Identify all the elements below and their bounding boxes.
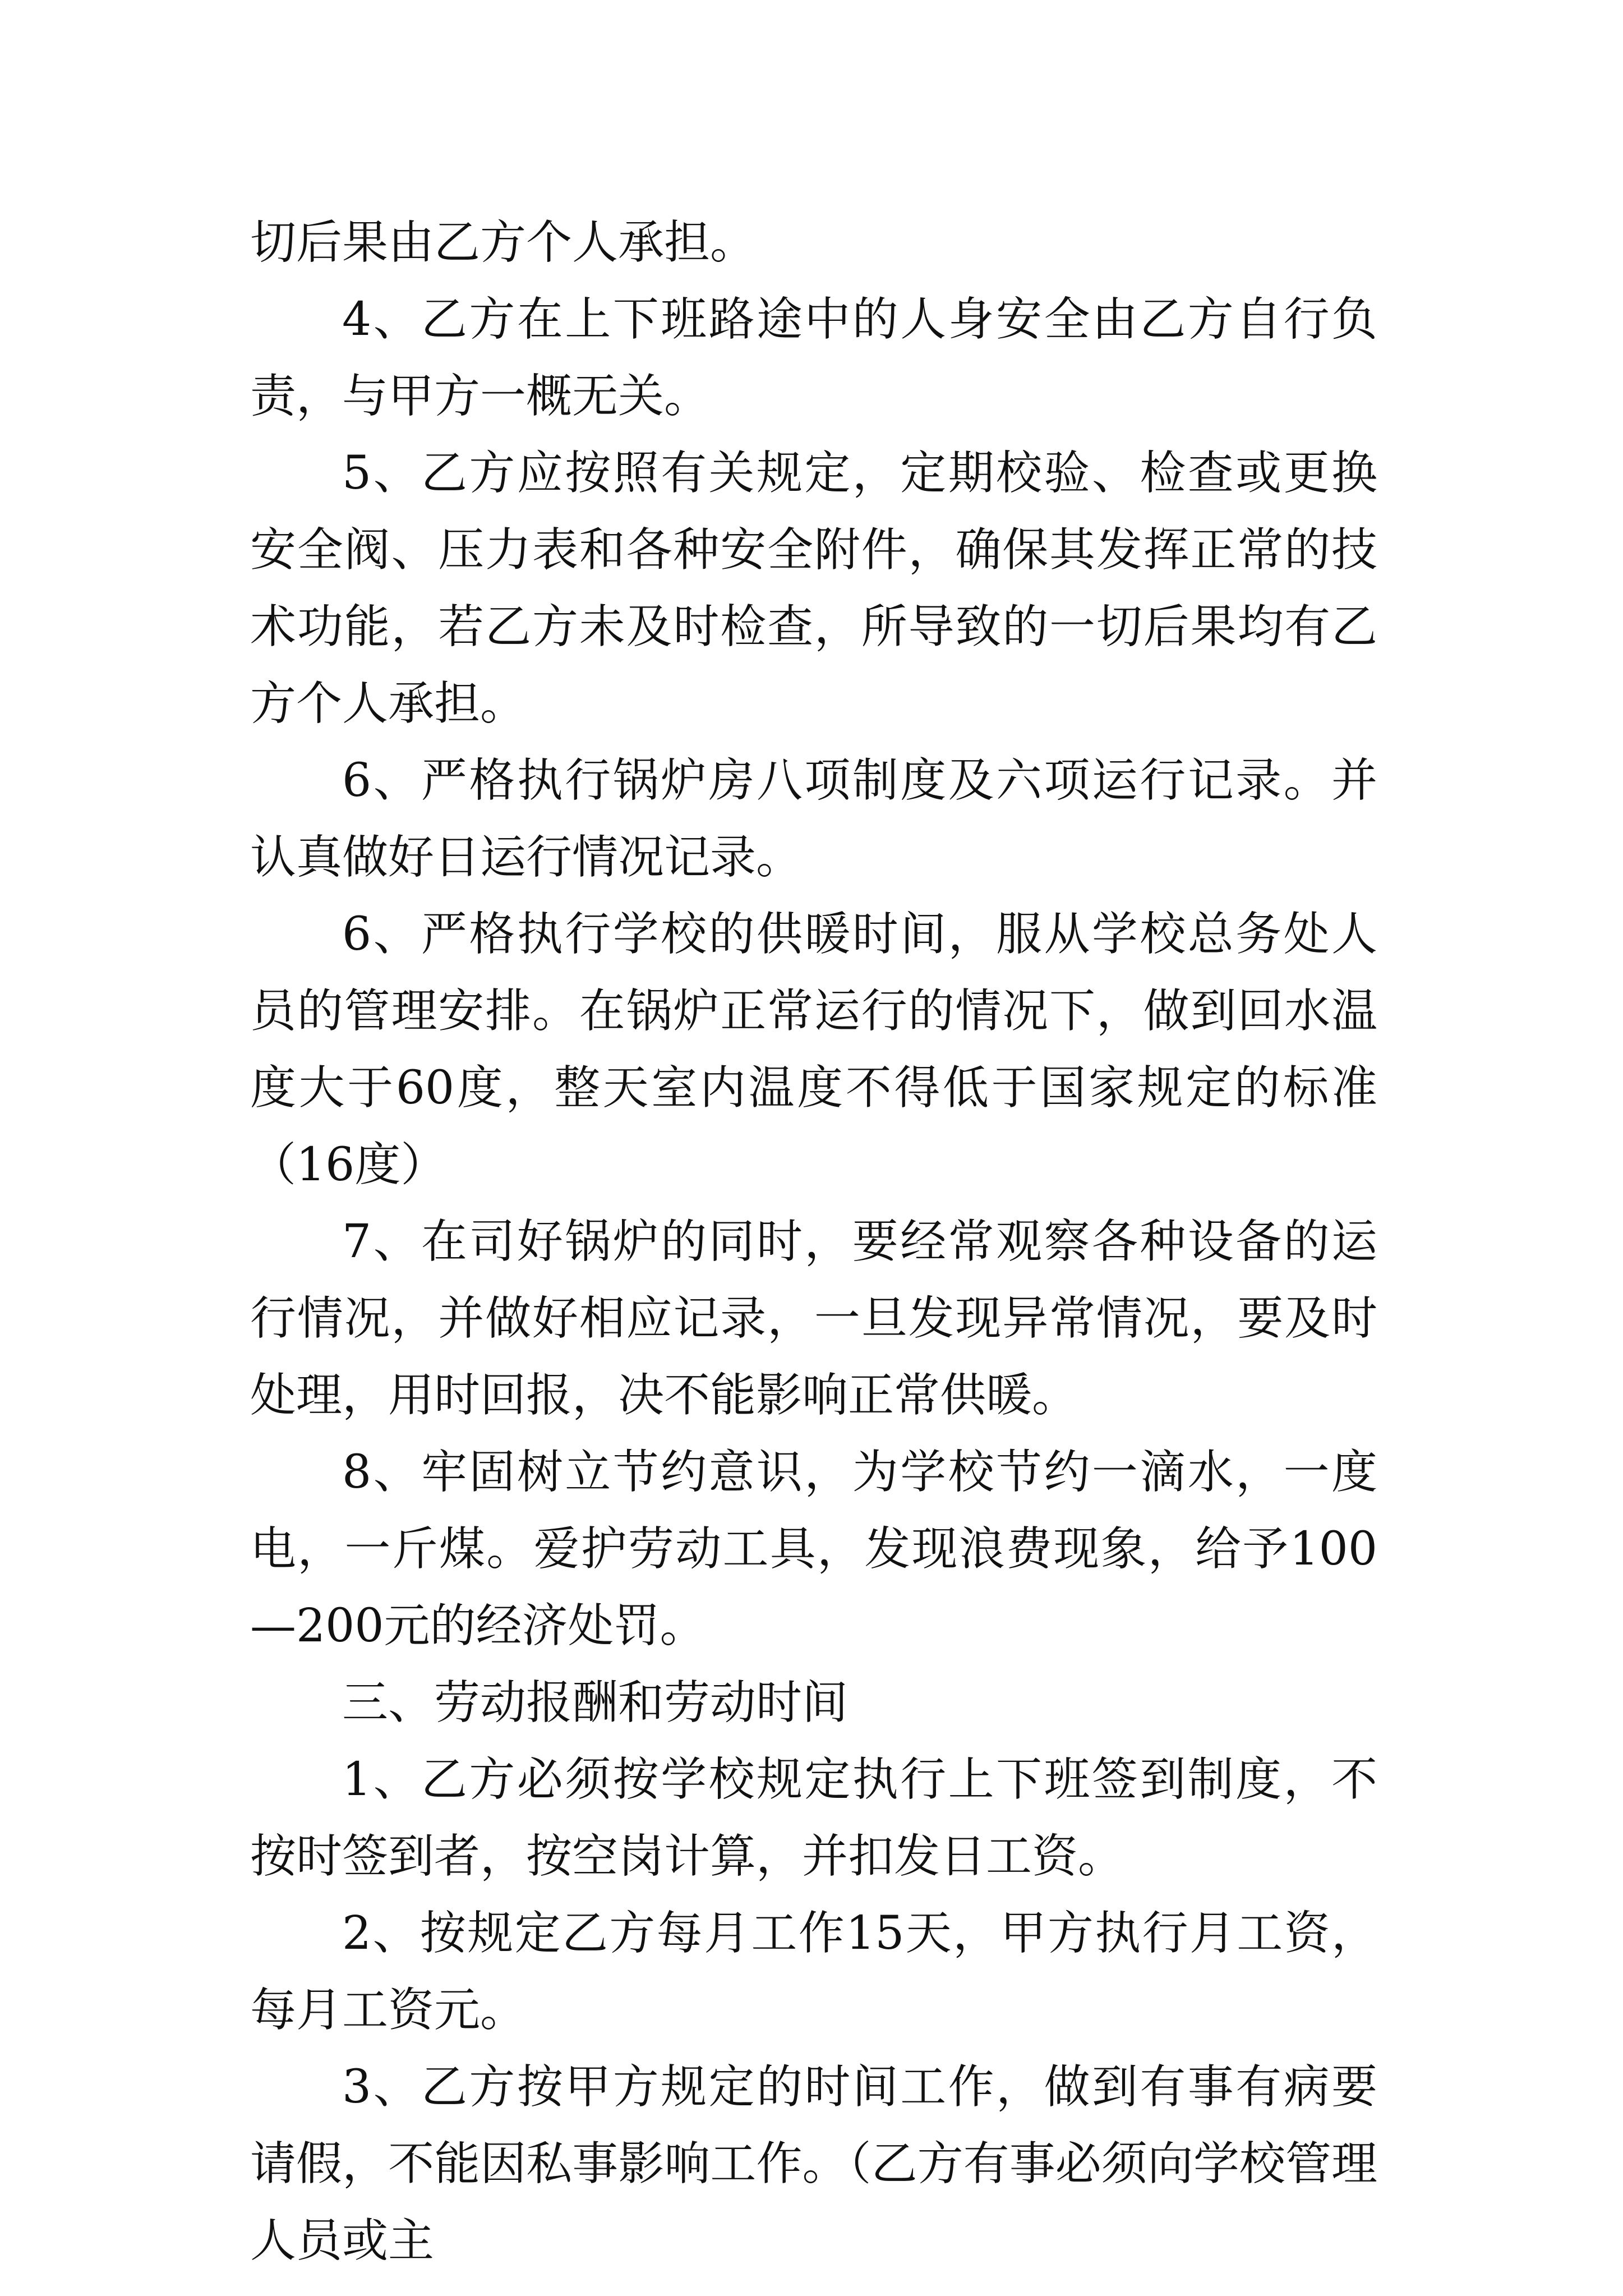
paragraph-item-3-leave: 3、乙方按甲方规定的时间工作，做到有事有病要请假，不能因私事影响工作。（乙方有事必须向学校管理人员或主 [250,2060,1377,2267]
paragraph-item-8-conservation: 8、牢固树立节约意识，为学校节约一滴水，一度电，一斤煤。爱护劳动工具，发现浪费现象，给予100—200元的经济处罚。 [250,1446,1377,1653]
paragraph-item-4-commute-safety: 4、乙方在上下班路途中的人身安全由乙方自行负责，与甲方一概无关。 [250,293,1377,423]
document-body [250,204,1377,2279]
paragraph-item-1-attendance: 1、乙方必须按学校规定执行上下班签到制度，不按时签到者，按空岗计算，并扣发日工资。 [250,1753,1377,1883]
paragraph-item-6-heating-schedule: 6、严格执行学校的供暖时间，服从学校总务处人员的管理安排。在锅炉正常运行的情况下，做到回水温度大于60度，整天室内温度不得低于国家规定的标准（16度） [250,908,1377,1191]
paragraph-item-6-boiler-records: 6、严格执行锅炉房八项制度及六项运行记录。并认真做好日运行情况记录。 [250,754,1377,884]
paragraph-item-2-wages: 2、按规定乙方每月工作15天，甲方执行月工资，每月工资元。 [250,1907,1377,2037]
paragraph-item-7-equipment-monitoring: 7、在司好锅炉的同时，要经常观察各种设备的运行情况，并做好相应记录，一旦发现异常情况，要及时处理，用时回报，决不能影响正常供暖。 [250,1215,1377,1422]
section-heading-compensation: 三、劳动报酬和劳动时间 [342,1676,849,1729]
paragraph-continuation: 切后果由乙方个人承担。 [250,216,757,269]
paragraph-item-5-safety-inspection: 5、乙方应按照有关规定，定期校验、检查或更换安全阀、压力表和各种安全附件，确保其发挥正常的技术功能，若乙方未及时检查，所导致的一切后果均有乙方个人承担。 [250,447,1377,730]
